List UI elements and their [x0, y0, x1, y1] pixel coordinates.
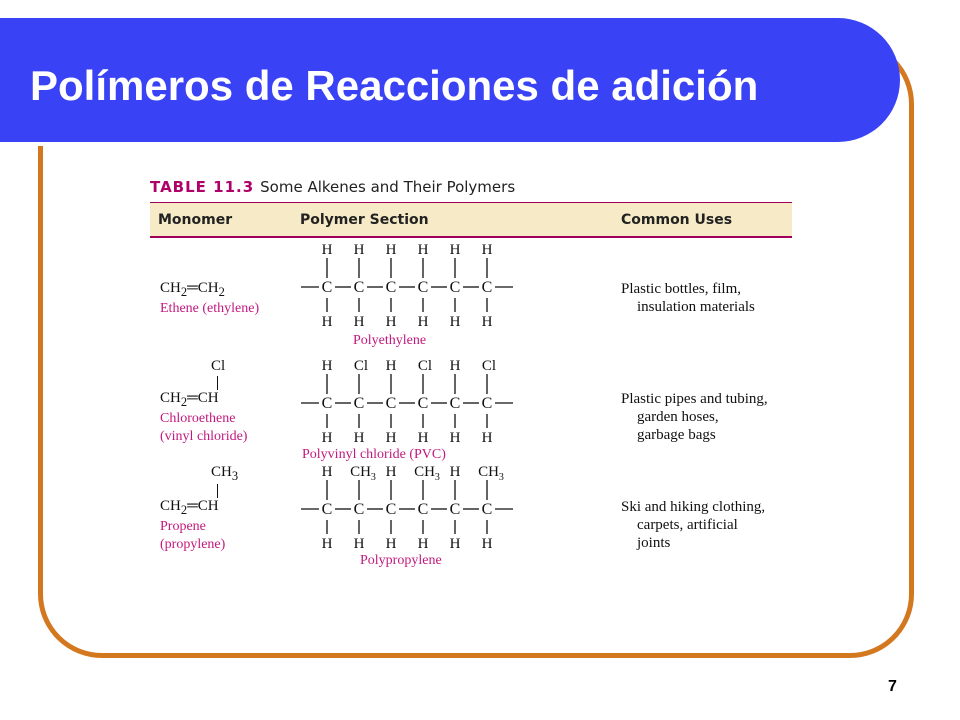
carbon-atom: C: [481, 279, 493, 296]
carbon-atom: C: [385, 395, 397, 412]
polymer-structure: [295, 242, 515, 332]
carbon-atom: C: [385, 501, 397, 518]
hydrogen-atom: H: [353, 430, 365, 446]
monomer-name: (propylene): [160, 537, 226, 552]
carbon-atom: C: [353, 279, 365, 296]
hydrogen-atom: H: [417, 430, 429, 446]
carbon-atom: C: [449, 279, 461, 296]
hydrogen-atom: H: [353, 536, 365, 552]
monomer-substituent: $CH_3$: [211, 464, 239, 483]
substituent-group: H: [321, 464, 333, 480]
monomer-formula: $CH_2═CH_2$: [160, 280, 225, 299]
hydrogen-atom: H: [417, 314, 429, 330]
monomer-formula: $CH_2═CH$: [160, 390, 219, 409]
polymer-structure: [295, 464, 515, 554]
carbon-atom: C: [321, 279, 333, 296]
substituent-group: H: [417, 242, 429, 258]
page-number: 7: [888, 678, 897, 695]
hydrogen-atom: H: [449, 430, 461, 446]
hydrogen-atom: H: [449, 314, 461, 330]
polymer-structure: [295, 358, 515, 448]
polymer-name: Polyethylene: [353, 333, 427, 348]
hydrogen-atom: H: [321, 430, 333, 446]
substituent-group: H: [321, 242, 333, 258]
monomer-substituent: Cl: [211, 358, 226, 374]
carbon-atom: C: [481, 501, 493, 518]
use-line: garbage bags: [637, 427, 716, 443]
hydrogen-atom: H: [481, 430, 493, 446]
header-polymer-section: Polymer Section: [300, 212, 429, 228]
use-line: carpets, artificial: [637, 517, 738, 533]
common-uses: [621, 280, 755, 316]
use-line: Plastic pipes and tubing,: [621, 391, 768, 407]
table-row-propene: [150, 462, 792, 570]
title-underline: [0, 142, 848, 146]
substituent-group: Cl: [353, 358, 369, 374]
common-uses: [621, 498, 765, 552]
table-row-chloroethene: [150, 352, 792, 464]
carbon-atom: C: [417, 501, 429, 518]
carbon-atom: C: [417, 279, 429, 296]
use-line: joints: [637, 535, 671, 551]
substituent-group: H: [449, 358, 461, 374]
carbon-atom: C: [481, 395, 493, 412]
substituent-group: $CH_3$: [414, 464, 440, 483]
hydrogen-atom: H: [321, 314, 333, 330]
table-caption: [150, 178, 515, 200]
polymer-name: Polypropylene: [360, 553, 442, 568]
carbon-atom: C: [449, 501, 461, 518]
header-common-uses: Common Uses: [621, 212, 733, 228]
table-header-row: [150, 202, 792, 238]
slide-title: Polímeros de Reacciones de adición: [30, 62, 759, 109]
monomer-name: (vinyl chloride): [160, 429, 248, 444]
substituent-bond: [217, 376, 218, 390]
monomer-name: Propene: [160, 519, 206, 534]
substituent-group: H: [449, 464, 461, 480]
title-bar: [0, 18, 900, 142]
use-line: garden hoses,: [637, 409, 719, 425]
substituent-bond: [217, 484, 218, 498]
hydrogen-atom: H: [385, 314, 397, 330]
carbon-atom: C: [417, 395, 429, 412]
substituent-group: H: [481, 242, 493, 258]
hydrogen-atom: H: [385, 430, 397, 446]
monomer-name: Chloroethene: [160, 411, 236, 426]
table-tag: TABLE 11.3: [150, 178, 255, 196]
hydrogen-atom: H: [481, 536, 493, 552]
carbon-atom: C: [385, 279, 397, 296]
carbon-atom: C: [449, 395, 461, 412]
substituent-group: H: [385, 464, 397, 480]
hydrogen-atom: H: [353, 314, 365, 330]
substituent-group: $CH_3$: [350, 464, 376, 483]
carbon-atom: C: [353, 395, 365, 412]
monomer-name: Ethene (ethylene): [160, 301, 260, 316]
carbon-atom: C: [321, 395, 333, 412]
substituent-group: H: [449, 242, 461, 258]
monomer-formula: $CH_2═CH$: [160, 498, 219, 517]
substituent-group: Cl: [481, 358, 497, 374]
hydrogen-atom: H: [417, 536, 429, 552]
hydrogen-atom: H: [481, 314, 493, 330]
substituent-group: Cl: [417, 358, 433, 374]
substituent-group: H: [321, 358, 333, 374]
hydrogen-atom: H: [449, 536, 461, 552]
header-monomer: Monomer: [158, 212, 233, 228]
hydrogen-atom: H: [321, 536, 333, 552]
table-row-ethene: [150, 238, 792, 350]
common-uses: [621, 390, 768, 444]
substituent-group: $CH_3$: [478, 464, 504, 483]
carbon-atom: C: [321, 501, 333, 518]
carbon-atom: C: [353, 501, 365, 518]
use-line: Ski and hiking clothing,: [621, 499, 766, 515]
use-line: Plastic bottles, film,: [621, 281, 741, 297]
hydrogen-atom: H: [385, 536, 397, 552]
polymer-table: [150, 178, 792, 570]
substituent-group: H: [385, 242, 397, 258]
table-caption-text: Some Alkenes and Their Polymers: [260, 178, 516, 196]
substituent-group: H: [385, 358, 397, 374]
use-line: insulation materials: [637, 299, 755, 315]
substituent-group: H: [353, 242, 365, 258]
polymer-name: Polyvinyl chloride (PVC): [302, 447, 446, 462]
